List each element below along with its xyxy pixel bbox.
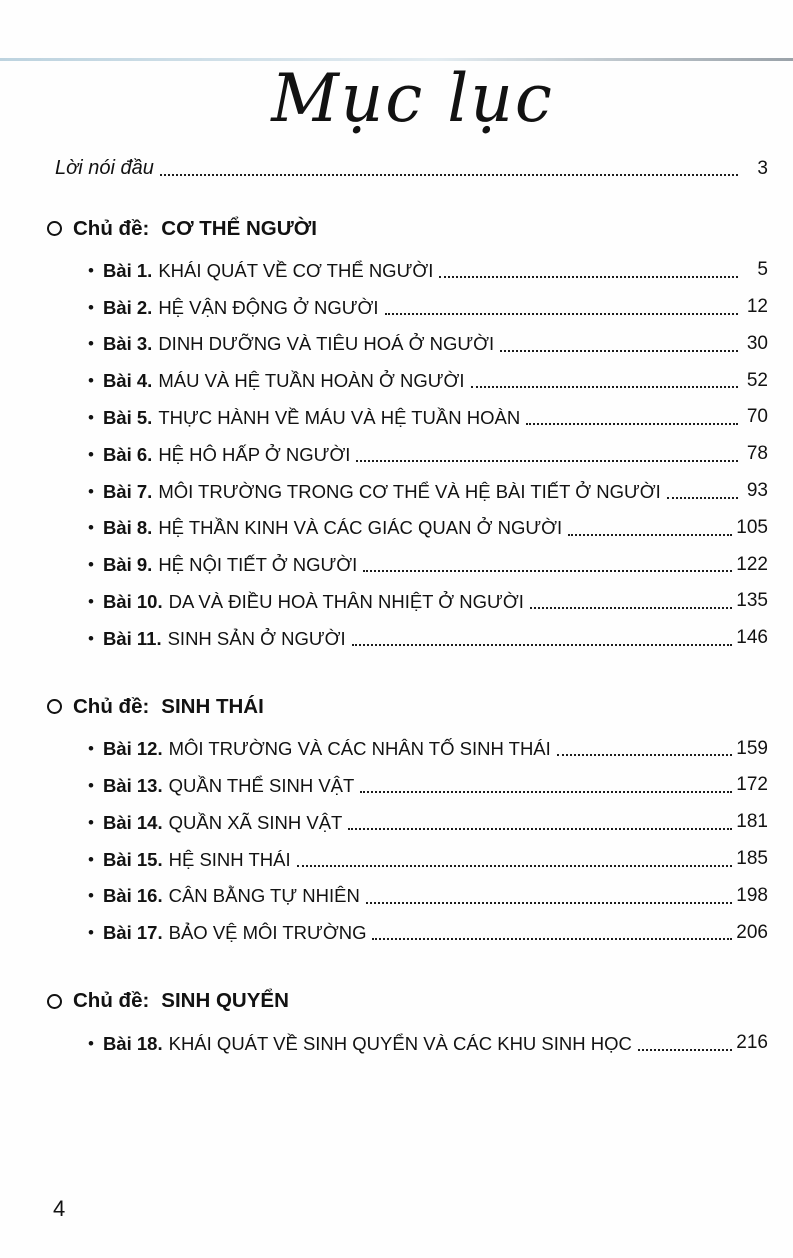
toc-item (88, 738, 768, 761)
toc-item (88, 627, 768, 650)
lesson-page-number: 5 (757, 259, 768, 281)
section-heading (47, 988, 768, 1014)
dot-bullet-icon: • (88, 444, 94, 464)
lesson-title: QUẦN THỂ SINH VẬT (168, 774, 355, 796)
dot-bullet-icon: • (88, 592, 94, 611)
circle-bullet-icon (47, 221, 62, 236)
dot-leader (363, 570, 732, 572)
dot-leader (356, 460, 738, 462)
dot-bullet-icon: • (88, 297, 94, 317)
lesson-page-number: 52 (746, 369, 768, 391)
toc-item (88, 443, 768, 466)
toc-item (88, 370, 768, 393)
lesson-number: Bài 10. (102, 590, 163, 612)
dot-leader (385, 313, 738, 315)
lesson-title: THỰC HÀNH VỀ MÁU VÀ HỆ TUẦN HOÀN (158, 406, 521, 428)
lesson-title: MÔI TRƯỜNG VÀ CÁC NHÂN TỐ SINH THÁI (168, 738, 551, 760)
dot-leader (160, 174, 738, 176)
dot-leader (526, 423, 738, 425)
lesson-title: HỆ NỘI TIẾT Ở NGƯỜI (158, 554, 358, 576)
lesson-title: HỆ THẦN KINH VÀ CÁC GIÁC QUAN Ở NGƯỜI (158, 517, 563, 539)
section-heading-prefix: Chủ đề: (73, 989, 150, 1013)
dot-leader (530, 607, 732, 609)
lesson-number: Bài 15. (102, 848, 163, 870)
toc-item (88, 922, 768, 945)
section-heading (47, 694, 768, 720)
lesson-title: MÔI TRƯỜNG TRONG CƠ THỂ VÀ HỆ BÀI TIẾT Ở NGƯỜI (158, 480, 661, 502)
toc-item (88, 811, 768, 834)
lesson-title: QUẦN XÃ SINH VẬT (168, 811, 343, 833)
dot-bullet-icon: • (88, 1033, 94, 1053)
lesson-title: CÂN BẰNG TỰ NHIÊN (168, 885, 360, 907)
lesson-page-number: 70 (746, 406, 768, 428)
lesson-title: DINH DƯỠNG VÀ TIÊU HOÁ Ở NGƯỜI (158, 333, 495, 355)
lesson-number: Bài 8. (102, 517, 153, 539)
dot-leader (568, 534, 732, 536)
toc-item (88, 1032, 768, 1055)
lesson-title: KHÁI QUÁT VỀ SINH QUYỂN VÀ CÁC KHU SINH HỌC (168, 1032, 632, 1054)
dot-leader (360, 791, 732, 793)
dot-leader (638, 1049, 732, 1051)
lesson-page-number: 135 (736, 590, 768, 612)
toc-item (88, 517, 768, 540)
dot-bullet-icon: • (88, 628, 94, 648)
lesson-title: KHÁI QUÁT VỀ CƠ THỂ NGƯỜI (158, 259, 434, 281)
section-heading-prefix: Chủ đề: (73, 216, 150, 240)
dot-leader (439, 276, 738, 278)
lesson-number: Bài 18. (102, 1032, 163, 1054)
toc-item (88, 333, 768, 356)
dot-bullet-icon: • (88, 555, 94, 575)
lesson-number: Bài 3. (102, 333, 153, 355)
section-heading-label: CƠ THỂ NGƯỜI (161, 216, 317, 240)
dot-leader (667, 497, 738, 499)
toc-item (88, 480, 768, 503)
dot-bullet-icon: • (88, 518, 94, 538)
lesson-title: HỆ VẬN ĐỘNG Ở NGƯỜI (158, 296, 379, 318)
lesson-title: DA VÀ ĐIỀU HOÀ THÂN NHIỆT Ở NGƯỜI (168, 590, 524, 612)
dot-leader (348, 828, 732, 830)
lesson-number: Bài 16. (102, 885, 163, 907)
lesson-number: Bài 11. (102, 627, 162, 649)
lesson-number: Bài 2. (102, 296, 153, 318)
lesson-title: HỆ SINH THÁI (168, 848, 291, 870)
lesson-page-number: 172 (736, 774, 768, 796)
toc-item (88, 774, 768, 797)
dot-bullet-icon: • (88, 408, 94, 428)
circle-bullet-icon (47, 699, 62, 714)
dot-leader (297, 865, 733, 867)
dot-leader (500, 350, 738, 352)
dot-leader (352, 644, 733, 646)
lesson-page-number: 198 (736, 884, 768, 906)
toc-item (88, 885, 768, 908)
lesson-number: Bài 7. (102, 480, 153, 502)
toc-item (88, 554, 768, 577)
section-heading (47, 216, 768, 242)
preface-page-number: 3 (757, 157, 768, 179)
lesson-number: Bài 9. (102, 554, 153, 576)
dot-leader (372, 938, 732, 940)
preface-row (55, 157, 768, 180)
toc-item (88, 406, 768, 429)
lesson-page-number: 181 (736, 811, 768, 833)
lesson-number: Bài 14. (102, 811, 163, 833)
preface-label: Lời nói đầu (55, 156, 154, 179)
dot-bullet-icon: • (88, 481, 94, 501)
section-heading-prefix: Chủ đề: (73, 694, 150, 718)
toc-item (88, 259, 768, 282)
lesson-title: SINH SẢN Ở NGƯỜI (167, 627, 346, 649)
lesson-page-number: 12 (746, 295, 768, 317)
lesson-title: BẢO VỆ MÔI TRƯỜNG (168, 922, 367, 944)
toc-item (88, 590, 768, 613)
lesson-number: Bài 12. (102, 738, 163, 760)
lesson-number: Bài 1. (102, 259, 153, 281)
lesson-page-number: 216 (736, 1031, 768, 1053)
toc-sections (47, 216, 768, 1055)
lesson-page-number: 146 (736, 627, 768, 649)
lesson-number: Bài 13. (102, 774, 163, 796)
dot-bullet-icon: • (88, 334, 94, 354)
section-heading-label: SINH THÁI (161, 694, 264, 718)
lesson-page-number: 185 (736, 847, 768, 869)
page-title: Mục lục (271, 60, 554, 137)
dot-leader (557, 754, 733, 756)
dot-bullet-icon: • (88, 739, 94, 759)
lesson-number: Bài 5. (102, 406, 153, 428)
lesson-page-number: 30 (746, 332, 768, 354)
dot-bullet-icon: • (88, 776, 94, 796)
circle-bullet-icon (47, 994, 62, 1009)
lesson-page-number: 105 (736, 516, 768, 538)
dot-bullet-icon: • (88, 923, 94, 943)
section-heading-label: SINH QUYỂN (161, 989, 289, 1013)
dot-bullet-icon: • (88, 812, 94, 832)
lesson-number: Bài 17. (102, 922, 163, 944)
lesson-number: Bài 4. (102, 370, 153, 392)
lesson-title: HỆ HÔ HẤP Ở NGƯỜI (158, 443, 351, 465)
lesson-number: Bài 6. (102, 443, 153, 465)
dot-leader (366, 902, 732, 904)
dot-bullet-icon: • (88, 886, 94, 906)
dot-bullet-icon: • (88, 371, 94, 391)
lesson-page-number: 122 (736, 553, 768, 575)
dot-bullet-icon: • (88, 849, 94, 869)
lesson-page-number: 206 (736, 921, 768, 943)
toc-item (88, 848, 768, 871)
lesson-title: MÁU VÀ HỆ TUẦN HOÀN Ở NGƯỜI (158, 370, 465, 392)
lesson-page-number: 78 (746, 443, 768, 465)
toc-item (88, 296, 768, 319)
lesson-page-number: 159 (736, 737, 768, 759)
dot-leader (471, 386, 738, 388)
lesson-page-number: 93 (746, 479, 768, 501)
footer-page-number: 4 (53, 1196, 66, 1221)
toc-content (0, 157, 793, 1055)
dot-bullet-icon: • (88, 260, 94, 280)
